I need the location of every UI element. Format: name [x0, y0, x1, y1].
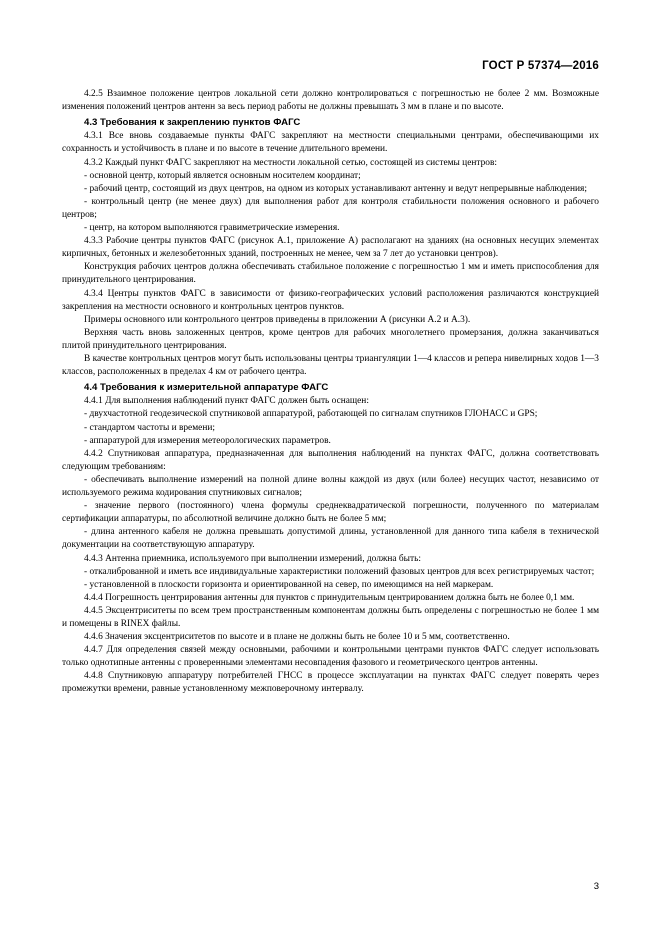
paragraph: 4.3.4 Центры пунктов ФАГС в зависимости от физико-географических условий расположения различаются конструкцией закрепления на местности основного и контрольных центров пунктов.	[62, 288, 599, 312]
list-item: - длина антенного кабеля не должна превышать допустимой длины, установленной для данного типа кабеля в технической документации на соответствующую аппаратуру.	[62, 527, 599, 551]
page-number: 3	[593, 881, 599, 892]
paragraph: 4.3.1 Все вновь создаваемые пункты ФАГС закрепляют на местности специальными центрами, обеспечивающими их сохранность и устойчивость в плане и по высоте в течение длительного времени.	[62, 131, 599, 155]
section-heading: 4.4 Требования к измерительной аппаратуре ФАГС	[84, 382, 329, 394]
list-item: - контрольный центр (не менее двух) для выполнения работ для контроля стабильности положения основного и рабочего центров;	[62, 196, 599, 220]
document-body	[62, 88, 599, 697]
list-item: - установленной в плоскости горизонта и ориентированной на север, по имеющимся на ней маркерам.	[84, 579, 494, 590]
list-item: - двухчастотной геодезической спутниковой аппаратурой, работающей по сигналам спутников ГЛОНАСС и GPS;	[84, 409, 538, 420]
list-item: - основной центр, который является основным носителем координат;	[84, 170, 361, 181]
paragraph: 4.4.7 Для определения связей между основными, рабочими и контрольными центрами пунктов ФАГС следует использовать только однотипные антенны с проверенными элементами несовпадения фазового и геометрического центров антенны.	[62, 645, 599, 669]
paragraph: 4.4.3 Антенна приемника, используемого при выполнении измерений, должна быть:	[84, 553, 421, 564]
paragraph: Верхняя часть вновь заложенных центров, кроме центров для рабочих многолетнего промерзания, должна заканчиваться плитой принудительного центрирования.	[62, 327, 599, 351]
paragraph: 4.3.3 Рабочие центры пунктов ФАГС (рисунок А.1, приложение А) располагают на зданиях (на основных несущих элементах кирпичных, бетонных и железобетонных зданий, построенных не менее, чем за 7 лет до установки центров).	[62, 236, 599, 260]
list-item: - откалиброванной и иметь все индивидуальные характеристики положений фазовых центров для всех регистрируемых частот;	[84, 566, 595, 577]
list-item: - стандартом частоты и времени;	[84, 422, 215, 433]
paragraph: 4.4.1 Для выполнения наблюдений пункт ФАГС должен быть оснащен:	[84, 396, 369, 407]
paragraph: Примеры основного или контрольного центров приведены в приложении А (рисунки А.2 и А.3).	[84, 314, 471, 325]
paragraph: В качестве контрольных центров могут быть использованы центры триангуляции 1—4 классов и репера нивелирных ходов 1—3 классов, расположенных в пределах 4 км от рабочего центра.	[62, 353, 599, 378]
list-item: - значение первого (постоянного) члена формулы среднеквадратической погрешности, полученного по материалам сертификации аппаратуры, по абсолютной величине должно быть не более 5 мм;	[62, 501, 599, 525]
paragraph: 4.4.2 Спутниковая аппаратура, предназначенная для выполнения наблюдений на пунктах ФАГС, должна соответствовать следующим требованиям:	[62, 448, 599, 472]
list-item: - рабочий центр, состоящий из двух центров, на одном из которых устанавливают антенну и ведут непрерывные наблюдения;	[84, 183, 587, 194]
section-heading: 4.3 Требования к закреплению пунктов ФАГС	[84, 117, 301, 129]
paragraph: 4.4.6 Значения эксцентриситетов по высоте и в плане не должны быть не более 10 и 5 мм, соответственно.	[84, 632, 510, 643]
list-item: - центр, на котором выполняются гравиметрические измерения.	[84, 223, 340, 234]
paragraph: Конструкция рабочих центров должна обеспечивать стабильное положение с погрешностью 1 мм и иметь приспособления для принудительного центрирования.	[62, 262, 599, 286]
list-item: - аппаратурой для измерения метеорологических параметров.	[84, 435, 331, 446]
page-header: ГОСТ Р 57374—2016	[482, 60, 599, 72]
list-item: - обеспечивать выполнение измерений на полной длине волны каждой из двух (или более) несущих частот, независимо от используемого режима кодирования спутниковых сигналов;	[62, 474, 599, 499]
paragraph: 4.3.2 Каждый пункт ФАГС закрепляют на местности локальной сетью, состоящей из системы центров:	[84, 157, 497, 168]
paragraph: 4.4.8 Спутниковую аппаратуру потребителей ГНСС в процессе эксплуатации на пунктах ФАГС следует поверять через промежутки времени, равные установленному межповерочному интервалу.	[62, 671, 599, 695]
paragraph: 4.2.5 Взаимное положение центров локальной сети должно контролироваться с погрешностью не более 2 мм. Возможные изменения положений центров антенн за весь период работы не должны превышать 3 мм в плане и по высоте.	[62, 89, 599, 113]
paragraph: 4.4.5 Эксцентриситеты по всем трем пространственным компонентам должны быть определены с погрешностью не более 1 мм и помещены в RINEX файлы.	[62, 605, 599, 629]
paragraph: 4.4.4 Погрешность центрирования антенны для пунктов с принудительным центрированием должна быть не более 0,1 мм.	[84, 592, 575, 603]
